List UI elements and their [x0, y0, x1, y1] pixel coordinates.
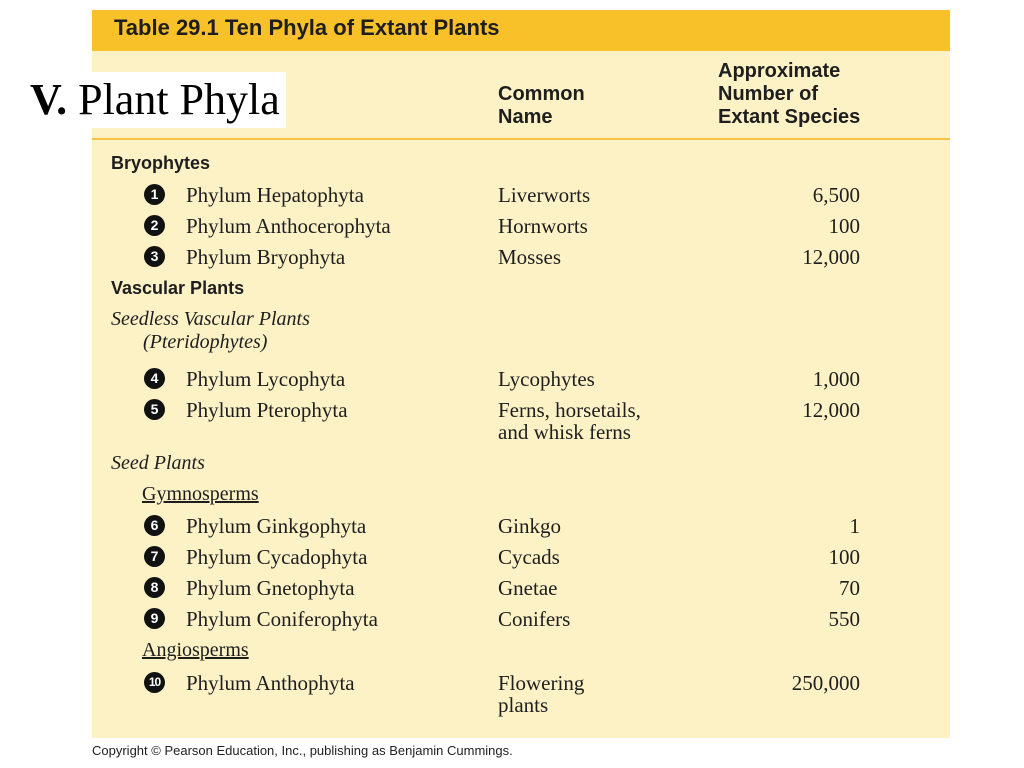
- common-name: [498, 672, 584, 716]
- phylum-name: Phylum Coniferophyta: [186, 607, 378, 631]
- header-species-line1: Approximate: [718, 60, 841, 82]
- number-badge: 7: [144, 546, 165, 567]
- subcategory-seedless-line1: Seedless Vascular Plants: [111, 308, 310, 330]
- phylum-name: Phylum Ginkgophyta: [186, 514, 367, 538]
- common-name: [498, 515, 561, 537]
- phylum-name: Phylum Anthocerophyta: [186, 214, 391, 238]
- common-name: [498, 368, 595, 390]
- number-badge: 1: [144, 184, 165, 205]
- slide-title-prefix: V.: [30, 75, 68, 124]
- table-row: [92, 672, 950, 718]
- number-badge: 8: [144, 577, 165, 598]
- species-count: 1,000: [812, 367, 860, 391]
- common-name: [498, 399, 641, 443]
- common-name: [498, 184, 590, 206]
- species-count: 100: [828, 214, 860, 238]
- species-count: 6,500: [812, 183, 860, 207]
- common-name-line1: Conifers: [498, 607, 571, 631]
- common-name: [498, 608, 570, 630]
- phylum-name: Phylum Bryophyta: [186, 245, 346, 269]
- header-common-line1: Common: [498, 83, 585, 105]
- number-badge: 4: [144, 368, 165, 389]
- header-common-name: [498, 83, 585, 129]
- common-name: [498, 215, 588, 237]
- header-divider: [92, 138, 950, 140]
- common-name: [498, 246, 561, 268]
- phylum-name: Phylum Cycadophyta: [186, 545, 368, 569]
- table-caption: Table 29.1 Ten Phyla of Extant Plants: [114, 15, 500, 40]
- common-name-line2: plants: [498, 693, 549, 717]
- phylum-name: Phylum Pterophyta: [186, 398, 348, 422]
- common-name-line1: Ferns, horsetails,: [498, 398, 641, 422]
- header-species-count: [718, 60, 860, 129]
- species-count: 12,000: [802, 245, 860, 269]
- common-name-line1: Cycads: [498, 545, 560, 569]
- common-name-line2: and whisk ferns: [498, 420, 631, 444]
- common-name-line1: Flowering: [498, 671, 585, 695]
- number-badge: 2: [144, 215, 165, 236]
- common-name: [498, 546, 560, 568]
- subcategory-seedless-vascular: [111, 308, 310, 354]
- species-count: 1: [849, 514, 860, 538]
- species-count: 550: [828, 607, 860, 631]
- header-species-line2: Number of: [718, 83, 818, 105]
- common-name-line1: Gnetae: [498, 576, 558, 600]
- phylum-name: Phylum Hepatophyta: [186, 183, 364, 207]
- phylum-name: Phylum Anthophyta: [186, 671, 355, 695]
- common-name-line1: Liverworts: [498, 183, 591, 207]
- group-gymnosperms: Gymnosperms: [142, 483, 259, 505]
- number-badge: 3: [144, 246, 165, 267]
- group-angiosperms: Angiosperms: [142, 639, 249, 661]
- slide-title: [28, 72, 286, 128]
- table-row: [92, 399, 950, 445]
- common-name: [498, 577, 557, 599]
- number-badge: 6: [144, 515, 165, 536]
- phylum-name: Phylum Gnetophyta: [186, 576, 355, 600]
- common-name-line1: Mosses: [498, 245, 562, 269]
- species-count: 12,000: [802, 398, 860, 422]
- number-badge: 5: [144, 399, 165, 420]
- number-badge: 9: [144, 608, 165, 629]
- common-name-line1: Lycophytes: [498, 367, 595, 391]
- phylum-name: Phylum Lycophyta: [186, 367, 346, 391]
- species-count: 100: [828, 545, 860, 569]
- common-name-line1: Hornworts: [498, 214, 588, 238]
- copyright-notice: Copyright © Pearson Education, Inc., publishing as Benjamin Cummings.: [92, 743, 513, 758]
- subcategory-seedless-line2: (Pteridophytes): [143, 331, 268, 353]
- header-common-line2: Name: [498, 106, 553, 128]
- category-vascular-plants: Vascular Plants: [111, 278, 245, 298]
- caption-bar: [92, 10, 950, 51]
- slide-title-text: Plant Phyla: [78, 75, 280, 124]
- number-badge: 10: [144, 672, 165, 693]
- header-species-line3: Extant Species: [718, 106, 861, 128]
- subcategory-seed-plants: Seed Plants: [111, 452, 205, 474]
- species-count: 250,000: [791, 671, 860, 695]
- category-bryophytes: Bryophytes: [111, 153, 211, 173]
- species-count: 70: [839, 576, 860, 600]
- common-name-line1: Ginkgo: [498, 514, 561, 538]
